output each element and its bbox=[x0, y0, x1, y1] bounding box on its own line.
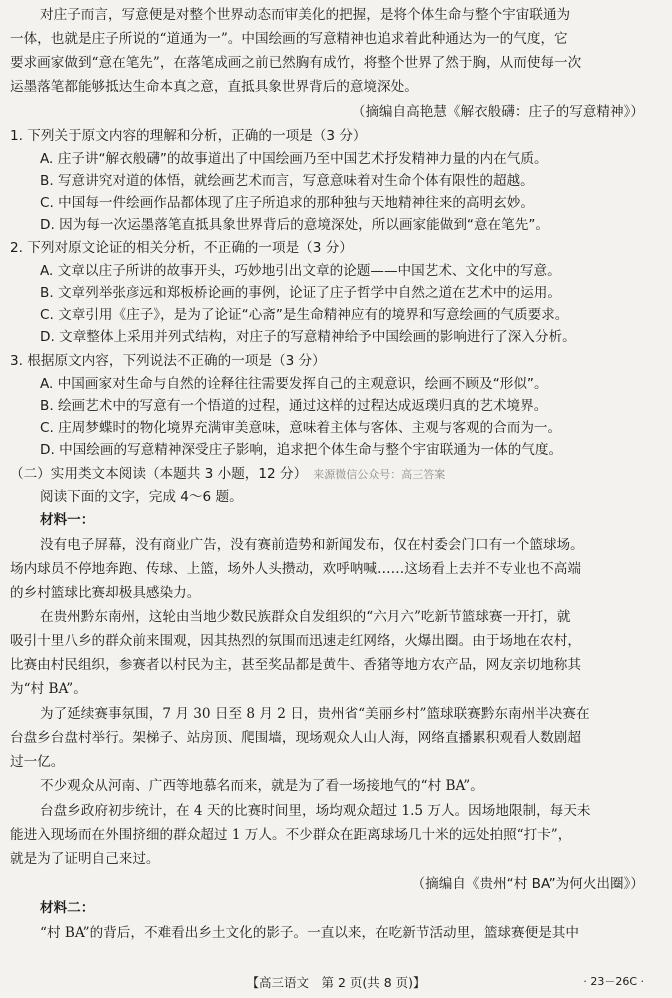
question-1-option-d: D. 因为每一次运墨落笔直抵具象世界背后的意境深处，所以画家能做到“意在笔先”。 bbox=[40, 217, 549, 233]
question-2-option-b: B. 文章列举张彦远和郑板桥论画的事例，论证了庄子哲学中自然之道在艺术中的运用。 bbox=[40, 285, 561, 301]
question-1-option-c: C. 中国每一件绘画作品都体现了庄子所追求的那种独与天地精神往来的高明玄妙。 bbox=[40, 195, 534, 211]
material-1-line-10: 过一亿。 bbox=[10, 754, 65, 770]
material-1-line-12: 台盘乡政府初步统计，在 4 天的比赛时间里，场均观众超过 1.5 万人。因场地限制，每天未 bbox=[40, 803, 591, 819]
question-2-option-c: C. 文章引用《庄子》，是为了论证“心斋”是生命精神应有的境界和写意绘画的气质要求。 bbox=[40, 307, 569, 323]
material-1-line-2: 场内球员不停地奔跑、传球、上篮，场外人头攒动，欢呼呐喊……这场看上去并不专业也不高端 bbox=[10, 561, 581, 577]
question-1-option-b: B. 写意讲究对道的体悟，就绘画艺术而言，写意意味着对生命个体有限性的超越。 bbox=[40, 173, 534, 189]
material-1-line-7: 为“村 BA”。 bbox=[10, 681, 87, 697]
exam-code: · 23－26C · bbox=[583, 975, 644, 988]
question-1-stem: 1. 下列关于原文内容的理解和分析，正确的一项是（3 分） bbox=[10, 128, 367, 144]
material-1-line-13: 能进入现场而在外围挤细的群众超过 1 万人。不少群众在距离球场几十米的远处拍照“打卡”， bbox=[10, 827, 572, 843]
material-1-source: （摘编自《贵州“村 BA”为何火出圈》） bbox=[411, 876, 644, 892]
material-1-line-5: 吸引十里八乡的群众前来围观，因其热烈的氛围而迅速走红网络，火爆出圈。由于场地在农村， bbox=[10, 633, 581, 649]
material-1-title: 材料一： bbox=[40, 512, 95, 528]
material-1-line-3: 的乡村篮球比赛却极具感染力。 bbox=[10, 585, 201, 601]
passage1-line-3: 要求画家做到“意在笔先”，在落笔成画之前已然胸有成竹，将整个世界了然于胸，从而使每一次 bbox=[10, 55, 582, 71]
question-3-option-b: B. 绘画艺术中的写意有一个悟道的过程，通过这样的过程达成返璞归真的艺术境界。 bbox=[40, 398, 548, 414]
question-2-stem: 2. 下列对原文论证的相关分析，不正确的一项是（3 分） bbox=[10, 240, 353, 256]
material-1-line-8: 为了延续赛事氛围，7 月 30 日至 8 月 2 日，贵州省“美丽乡村”篮球联赛黔东南州半决赛在 bbox=[40, 706, 590, 722]
watermark-text: 来源微信公众号：高三答案 bbox=[313, 468, 446, 481]
passage1-line-2: 一体，也就是庄子所说的“道通为一”。中国绘画的写意精神也追求着此种通达为一的气度，它 bbox=[10, 31, 568, 47]
material-2-title: 材料二： bbox=[40, 900, 95, 916]
question-3-stem: 3. 根据原文内容，下列说法不正确的一项是（3 分） bbox=[10, 353, 326, 369]
passage1-line-1: 对庄子而言，写意便是对整个世界动态而审美化的把握，是将个体生命与整个宇宙联通为 bbox=[40, 7, 571, 23]
question-3-option-c: C. 庄周梦蝶时的物化境界充满审美意味，意味着主体与客体、主观与客观的合而为一。 bbox=[40, 420, 562, 436]
material-1-line-14: 就是为了证明自己来过。 bbox=[10, 851, 160, 867]
question-3-option-d: D. 中国绘画的写意精神深受庄子影响，追求把个体生命与整个宇宙联通为一体的气度。 bbox=[40, 442, 563, 458]
section-2-heading: （二）实用类文本阅读（本题共 3 小题，12 分） bbox=[10, 466, 308, 482]
section-2-instruction: 阅读下面的文字，完成 4～6 题。 bbox=[40, 489, 243, 505]
section-2-heading-row bbox=[10, 465, 672, 484]
material-1-line-6: 比赛由村民组织，参赛者以村民为主，甚至奖品都是黄牛、香猪等地方农产品，网友亲切地称其 bbox=[10, 657, 581, 673]
material-1-line-9: 台盘乡台盘村举行。架梯子、站房顶、爬围墙，现场观众人山人海，网络直播累积观看人数剧超 bbox=[10, 730, 581, 746]
passage1-source: （摘编自高艳慧《解衣般礴：庄子的写意精神》） bbox=[351, 104, 644, 120]
passage1-line-4: 运墨落笔都能够抵达生命本真之意，直抵具象世界背后的意境深处。 bbox=[10, 79, 418, 95]
question-1-option-a: A. 庄子讲“解衣般礴”的故事道出了中国绘画乃至中国艺术抒发精神力量的内在气质。 bbox=[40, 151, 548, 167]
material-1-line-1: 没有电子屏幕，没有商业广告，没有赛前造势和新闻发布，仅在村委会门口有一个篮球场。 bbox=[40, 537, 584, 553]
material-2-line-1: “村 BA”的背后，不难看出乡土文化的影子。一直以来，在吃新节活动里，篮球赛便是其中 bbox=[40, 925, 579, 941]
material-1-line-11: 不少观众从河南、广西等地慕名而来，就是为了看一场接地气的“村 BA”。 bbox=[40, 778, 484, 794]
material-1-line-4: 在贵州黔东南州，这轮由当地少数民族群众自发组织的“六月六”吃新节篮球赛一开打，就 bbox=[40, 609, 571, 625]
page-footer: 【高三语文 第 2 页(共 8 页)】 bbox=[246, 975, 426, 990]
question-2-option-d: D. 文章整体上采用并列式结构，对庄子的写意精神给予中国绘画的影响进行了深入分析。 bbox=[40, 329, 576, 345]
question-2-option-a: A. 文章以庄子所讲的故事开头，巧妙地引出文章的论题——中国艺术、文化中的写意。 bbox=[40, 263, 561, 279]
question-3-option-a: A. 中国画家对生命与自然的诠释往往需要发挥自己的主观意识，绘画不顾及“形似”。 bbox=[40, 376, 548, 392]
